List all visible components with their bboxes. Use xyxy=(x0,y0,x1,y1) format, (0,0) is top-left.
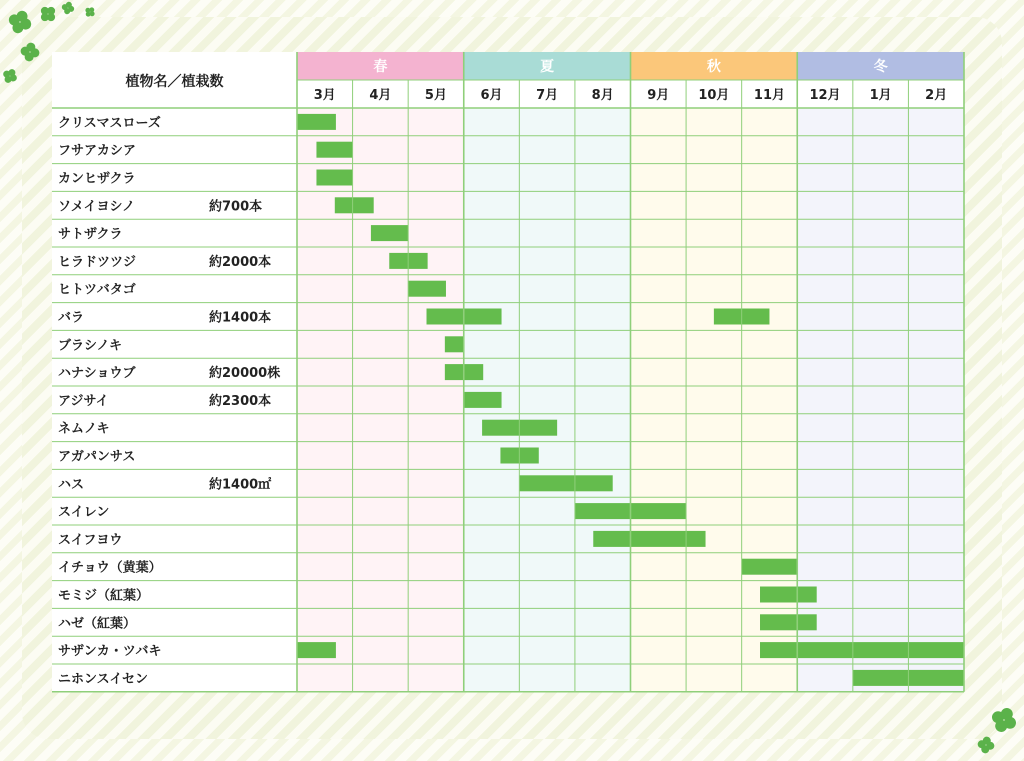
plant-name-label: サトザクラ xyxy=(58,227,123,243)
month-label: 4月 xyxy=(369,88,392,103)
clover-icon xyxy=(36,2,60,26)
clover-icon xyxy=(60,0,75,15)
plant-name-label: クリスマスローズ xyxy=(58,115,161,131)
plant-name-label: アジサイ xyxy=(58,393,109,409)
clover-icon xyxy=(0,66,20,86)
period-bar xyxy=(297,114,336,130)
header-label: 植物名／植栽数 xyxy=(125,74,224,90)
clover-icon xyxy=(987,703,1020,736)
planting-count-label: 約2300本 xyxy=(209,393,272,409)
month-label: 9月 xyxy=(647,88,670,103)
planting-count-label: 約1400本 xyxy=(209,310,272,326)
month-label: 11月 xyxy=(753,88,786,103)
month-label: 2月 xyxy=(925,88,948,103)
period-bar xyxy=(760,614,817,630)
month-label: 5月 xyxy=(424,88,447,103)
period-bar xyxy=(519,475,612,491)
plant-name-label: バラ xyxy=(58,310,85,326)
month-label: 8月 xyxy=(591,88,614,103)
clover-icon xyxy=(83,5,98,20)
month-label: 7月 xyxy=(536,88,559,103)
plant-name-label: ヒラドツツジ xyxy=(58,254,137,270)
plant-name-label: サザンカ・ツバキ xyxy=(58,644,162,660)
plant-name-label: ネムノキ xyxy=(58,421,110,437)
plant-name-label: モミジ（紅葉） xyxy=(58,588,150,604)
period-bar xyxy=(371,225,408,241)
month-column-bg xyxy=(797,108,853,692)
clover-icon xyxy=(19,41,41,63)
season-label: 夏 xyxy=(540,59,555,75)
season-label: 秋 xyxy=(706,59,721,75)
month-label: 10月 xyxy=(698,88,730,103)
period-bar xyxy=(316,142,352,158)
period-bar xyxy=(335,197,374,213)
month-column-bg xyxy=(519,108,575,692)
month-column-bg xyxy=(297,108,353,692)
planting-count-label: 約700本 xyxy=(209,199,263,215)
plant-name-label: スイレン xyxy=(58,505,110,521)
clover-icon xyxy=(976,735,995,754)
plant-name-label: ブラシノキ xyxy=(58,338,122,354)
season-label: 冬 xyxy=(873,59,888,75)
plant-name-label: ヒトツバタゴ xyxy=(58,282,136,298)
plant-name-label: ニホンスイセン xyxy=(58,671,148,687)
period-bar xyxy=(408,281,446,297)
period-bar xyxy=(445,336,464,352)
plant-name-label: ソメイヨシノ xyxy=(58,199,135,215)
period-bar xyxy=(760,642,964,658)
plant-name-label: カンヒザクラ xyxy=(58,171,136,187)
month-label: 6月 xyxy=(480,88,503,103)
plant-name-label: ハゼ（紅葉） xyxy=(58,616,137,632)
period-bar xyxy=(742,559,798,575)
plant-name-label: ハナショウブ xyxy=(58,366,136,382)
month-column-bg xyxy=(853,108,909,692)
planting-count-label: 約1400㎡ xyxy=(209,477,272,493)
period-bar xyxy=(316,170,352,186)
month-column-bg xyxy=(408,108,464,692)
period-bar xyxy=(297,642,336,658)
season-label: 春 xyxy=(373,59,388,75)
month-label: 1月 xyxy=(869,88,892,103)
month-column-bg xyxy=(631,108,687,692)
plant-name-label: アガパンサス xyxy=(58,449,136,465)
plant-name-label: スイフヨウ xyxy=(58,532,123,548)
month-column-bg xyxy=(908,108,964,692)
plant-name-label: ハス xyxy=(58,477,85,493)
planting-count-label: 約2000本 xyxy=(209,254,272,270)
month-column-bg xyxy=(353,108,409,692)
period-bar xyxy=(593,531,705,547)
month-column-bg xyxy=(742,108,798,692)
period-bar xyxy=(464,392,502,408)
month-label: 12月 xyxy=(809,88,841,103)
planting-count-label: 約20000株 xyxy=(209,366,281,382)
month-column-bg xyxy=(575,108,631,692)
clover-icon xyxy=(5,7,35,37)
plant-name-label: イチョウ（黄葉） xyxy=(58,560,162,576)
month-label: 3月 xyxy=(313,88,336,103)
month-column-bg xyxy=(686,108,742,692)
period-bar xyxy=(760,587,817,603)
plant-name-label: フサアカシア xyxy=(58,143,136,159)
